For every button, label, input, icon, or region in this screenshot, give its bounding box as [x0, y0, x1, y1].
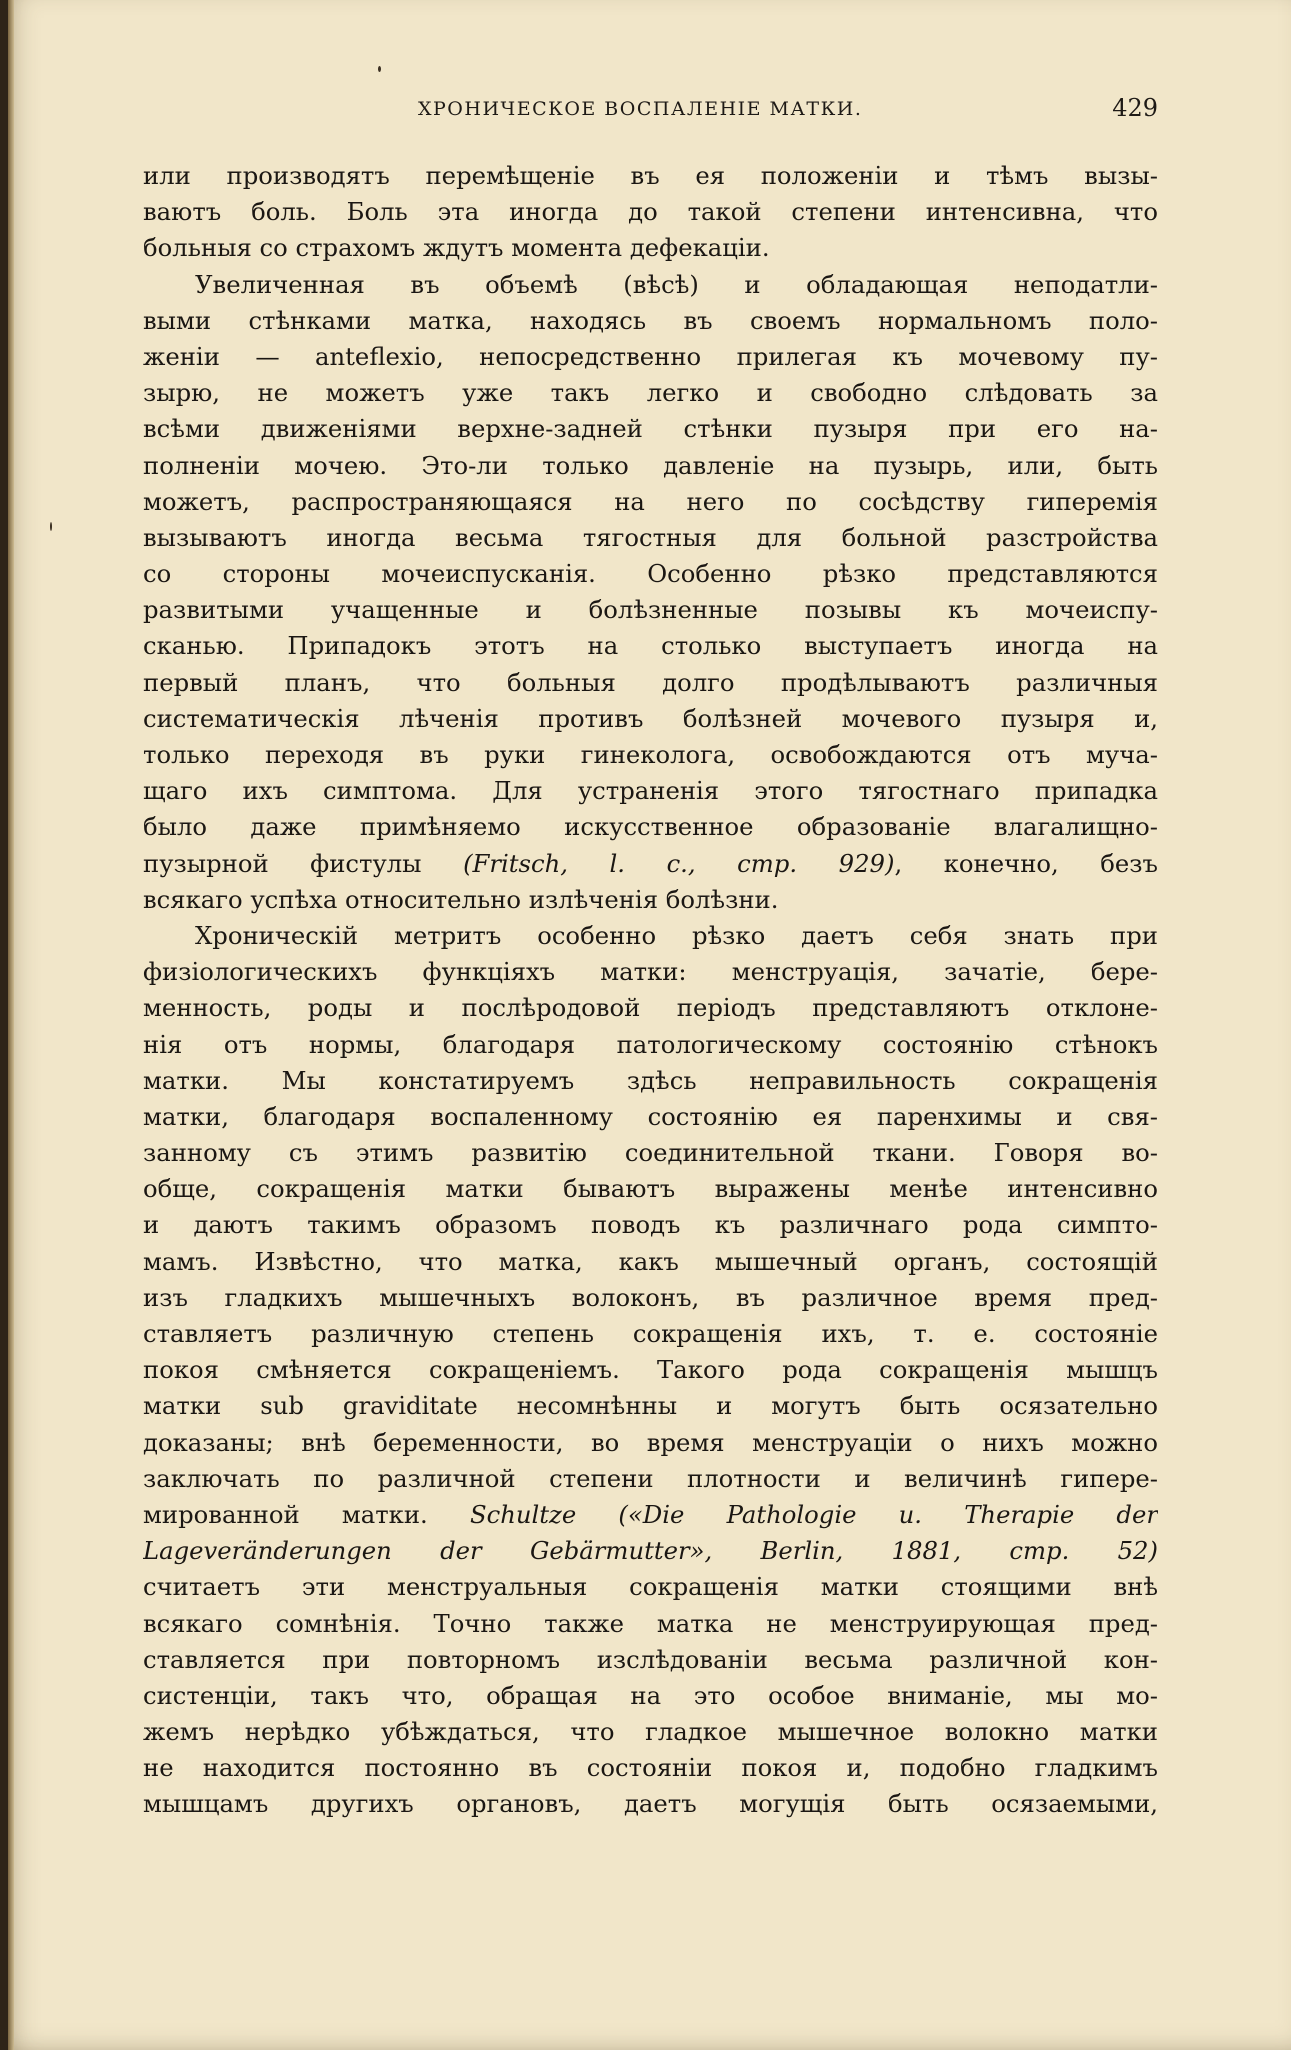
text-segment: пузырной фистулы	[143, 848, 422, 878]
text-line: заключать по различной степени плотности и величинѣ гипере-	[143, 1463, 1158, 1493]
text-line: и даютъ такимъ образомъ поводъ къ различнаго рода симпто-	[143, 1210, 1158, 1240]
text-line: матки, благодаря воспаленному состоянію ея паренхимы и свя-	[143, 1101, 1158, 1131]
text-line: не находится постоянно въ состояніи покоя и, подобно гладкимъ	[143, 1753, 1158, 1783]
citation-schultze: Schultze («Die Pathologie u. Therapie der	[469, 1499, 1158, 1529]
text-line: считаетъ эти менструальныя сокращенія матки стоящими внѣ	[143, 1572, 1158, 1602]
text-line: всякаго сомнѣнія. Точно также матка не менструирующая пред-	[143, 1608, 1158, 1638]
text-line: или производятъ перемѣщеніе въ ея положеніи и тѣмъ вызы-	[143, 161, 1158, 190]
page-header	[143, 92, 1158, 132]
text-line: со стороны мочеиспусканія. Особенно рѣзко представляются	[143, 559, 1158, 589]
text-line: физіологическихъ функціяхъ матки: менструація, зачатіе, бере-	[143, 957, 1158, 987]
text-line: нія отъ нормы, благодаря патологическому состоянію стѣнокъ	[143, 1029, 1158, 1059]
text-line: всякаго успѣха относительно излѣченія болѣзни.	[143, 884, 779, 914]
page-number: 429	[1112, 94, 1158, 122]
text-segment: , конечно, безъ	[894, 848, 1158, 878]
text-line: менность, роды и послѣродовой періодъ представляютъ отклоне-	[143, 993, 1158, 1023]
text-line-with-citation	[143, 846, 1158, 882]
book-page	[8, 0, 1291, 2050]
text-line: сканью. Припадокъ этотъ на столько выступаетъ иногда на	[143, 631, 1158, 661]
text-line: ваютъ боль. Боль эта иногда до такой степени интенсивна, что	[143, 197, 1158, 227]
running-title: ХРОНИЧЕСКОЕ ВОСПАЛЕНІЕ МАТКИ.	[418, 98, 863, 120]
text-line-with-citation	[143, 1497, 1158, 1533]
text-line: занному съ этимъ развитію соединительной ткани. Говоря во-	[143, 1138, 1158, 1168]
text-line: женіи — anteflexio, непосредственно прилегая къ мочевому пу-	[143, 341, 1158, 371]
text-line: изъ гладкихъ мышечныхъ волоконъ, въ различное время пред-	[143, 1282, 1158, 1312]
paper-speck	[378, 66, 381, 72]
text-line: Увеличенная въ объемѣ (вѣсѣ) и обладающая неподатли-	[195, 269, 1158, 299]
text-line: обще, сокращенія матки бываютъ выражены менѣе интенсивно	[143, 1174, 1158, 1204]
text-line: мышцамъ другихъ органовъ, даетъ могущія быть осязаемыми,	[143, 1789, 1158, 1819]
text-line: жемъ нерѣдко убѣждаться, что гладкое мышечное волокно матки	[143, 1717, 1158, 1747]
text-line: матки sub graviditate несомнѣнны и могутъ быть осязательно	[143, 1391, 1158, 1421]
text-line: систенціи, такъ что, обращая на это особое вниманіе, мы мо-	[143, 1680, 1158, 1710]
text-segment: мированной матки.	[143, 1499, 428, 1529]
text-line: больныя со страхомъ ждутъ момента дефекаціи.	[143, 233, 770, 263]
page-gutter	[8, 0, 14, 2050]
text-line: ставляется при повторномъ изслѣдованіи весьма различной кон-	[143, 1644, 1158, 1674]
text-line: матки. Мы констатируемъ здѣсь неправильность сокращенія	[143, 1065, 1158, 1095]
text-line: вызываютъ иногда весьма тягостныя для больной разстройства	[143, 522, 1158, 552]
citation-continuation: Lageveränderungen der Gebärmutter», Berlin, 1881, стр. 52)	[143, 1536, 1158, 1566]
text-line: систематическія лѣченія противъ болѣзней мочевого пузыря и,	[143, 703, 1158, 733]
text-line: было даже примѣняемо искусственное образованіе влагалищно-	[143, 812, 1158, 842]
text-line: выми стѣнками матка, находясь въ своемъ нормальномъ поло-	[143, 305, 1158, 335]
text-line: полненіи мочею. Это-ли только давленіе на пузырь, или, быть	[143, 450, 1158, 480]
text-line: зырю, не можетъ уже такъ легко и свободно слѣдовать за	[143, 378, 1158, 408]
text-line: только переходя въ руки гинеколога, освобождаются отъ муча-	[143, 740, 1158, 769]
text-line: щаго ихъ симптома. Для устраненія этого тягостнаго припадка	[143, 776, 1158, 806]
text-line: покоя смѣняется сокращеніемъ. Такого рода сокращенія мышцъ	[143, 1355, 1158, 1385]
paper-speck	[50, 522, 52, 531]
text-line: развитыми учащенные и болѣзненные позывы къ мочеиспу-	[143, 595, 1158, 625]
text-line: Хроническій метритъ особенно рѣзко даетъ себя знать при	[195, 920, 1158, 950]
citation-fritsch: (Fritsch, l. c., стр. 929)	[463, 848, 895, 878]
body-text	[143, 158, 1158, 1823]
text-line: мамъ. Извѣстно, что матка, какъ мышечный органъ, состоящій	[143, 1246, 1158, 1276]
text-line: ставляетъ различную степень сокращенія ихъ, т. е. состояніе	[143, 1319, 1158, 1348]
text-line: доказаны; внѣ беременности, во время менструаціи о нихъ можно	[143, 1427, 1158, 1457]
text-line: первый планъ, что больныя долго продѣлываютъ различныя	[143, 667, 1158, 697]
text-line: всѣми движеніями верхне-задней стѣнки пузыря при его на-	[143, 414, 1158, 444]
text-line: можетъ, распространяющаяся на него по сосѣдству гиперемія	[143, 486, 1158, 516]
